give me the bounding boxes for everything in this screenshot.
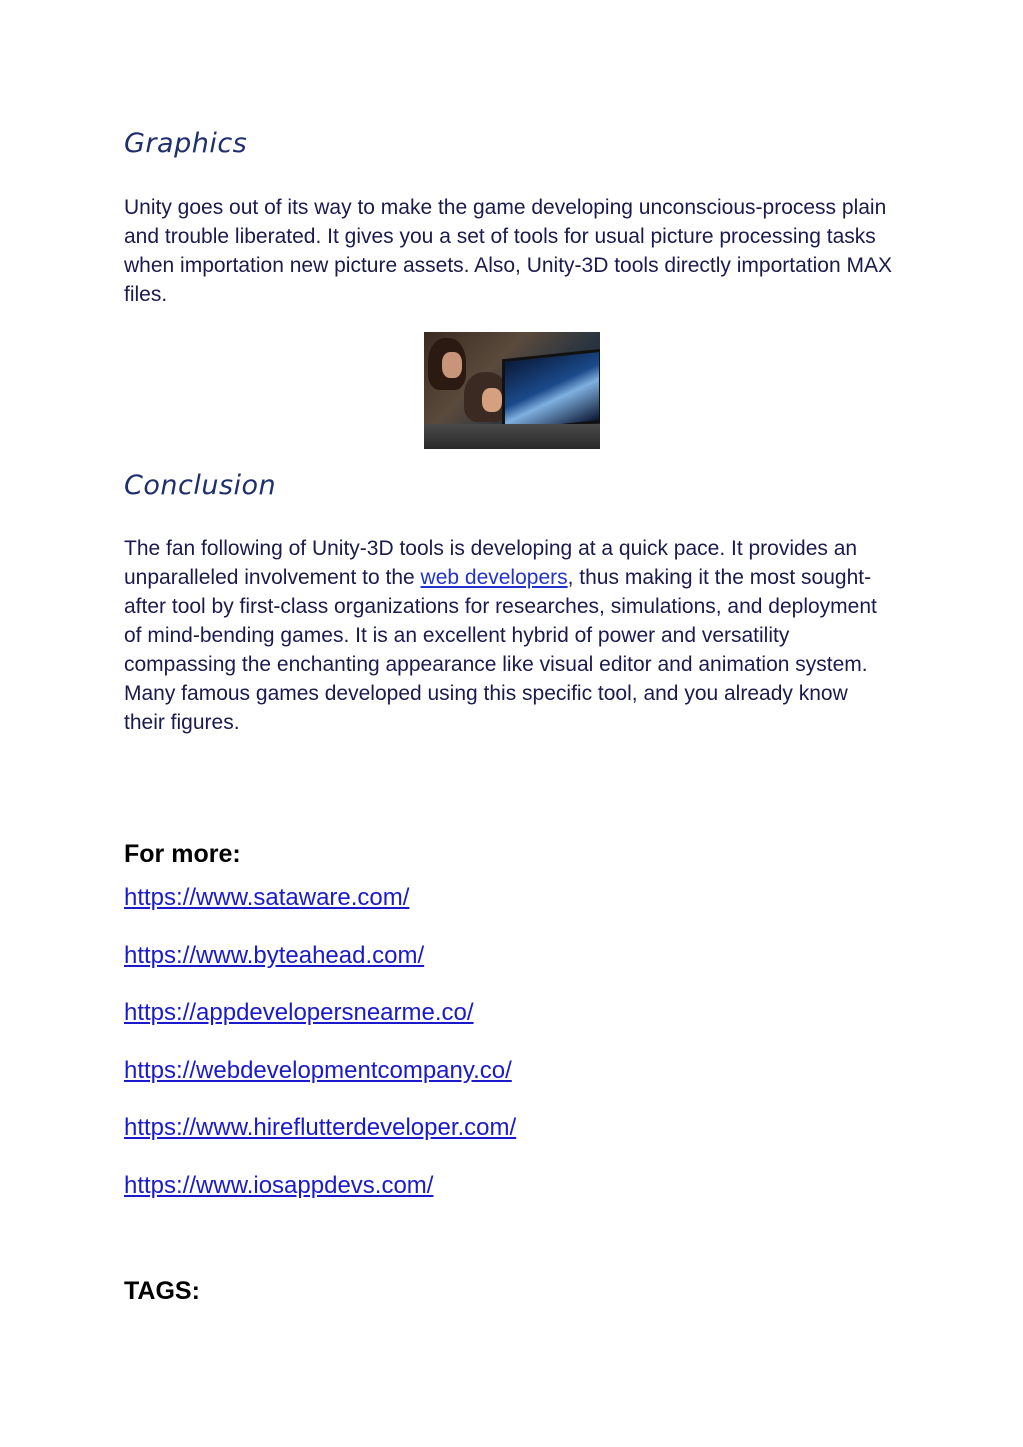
- link-hireflutterdeveloper[interactable]: https://www.hireflutterdeveloper.com/: [124, 1114, 517, 1141]
- web-developers-link[interactable]: web developers: [420, 566, 568, 589]
- link-list: [124, 884, 516, 1229]
- person-face: [482, 388, 502, 412]
- link-appdevelopersnearme[interactable]: https://appdevelopersnearme.co/: [124, 999, 474, 1026]
- tags-heading: TAGS:: [124, 1277, 200, 1305]
- conclusion-text-part2: , thus making it the most sought-after tool by first-class organizations for researches, simulations, and deployment of mind-bending games. It is an excellent hybrid of power and versatility compassing the enchanting appearance like visual editor and animation system. Many famous games developed using this specific tool, and you already know their figures.: [124, 566, 877, 734]
- list-item: [124, 1172, 516, 1230]
- conclusion-heading: Conclusion: [124, 470, 277, 501]
- monitor-screen: [502, 349, 600, 434]
- person-face: [442, 352, 462, 378]
- link-byteahead[interactable]: https://www.byteahead.com/: [124, 941, 425, 969]
- list-item: [124, 884, 516, 942]
- graphics-paragraph: Unity goes out of its way to make the game developing unconscious-process plain and trouble liberated. It gives you a set of tools for usual picture processing tasks when importation new picture assets. Also, Unity-3D tools directly importation MAX files.: [124, 196, 892, 306]
- link-iosappdevs[interactable]: https://www.iosappdevs.com/: [124, 1171, 434, 1199]
- link-webdevelopmentcompany[interactable]: https://webdevelopmentcompany.co/: [124, 1056, 512, 1084]
- for-more-heading: For more:: [124, 840, 241, 868]
- list-item: [124, 999, 516, 1057]
- gaming-photo: [424, 332, 600, 449]
- conclusion-text-part1: The fan following of Unity-3D tools is developing at a quick pace. It provides an unparalleled involvement to the: [124, 537, 858, 589]
- conclusion-paragraph: [124, 534, 894, 737]
- graphics-heading: Graphics: [124, 128, 248, 159]
- list-item: [124, 1114, 516, 1172]
- list-item: [124, 942, 516, 1000]
- link-sataware[interactable]: https://www.sataware.com/: [124, 884, 410, 911]
- desk: [424, 424, 600, 449]
- list-item: [124, 1057, 516, 1115]
